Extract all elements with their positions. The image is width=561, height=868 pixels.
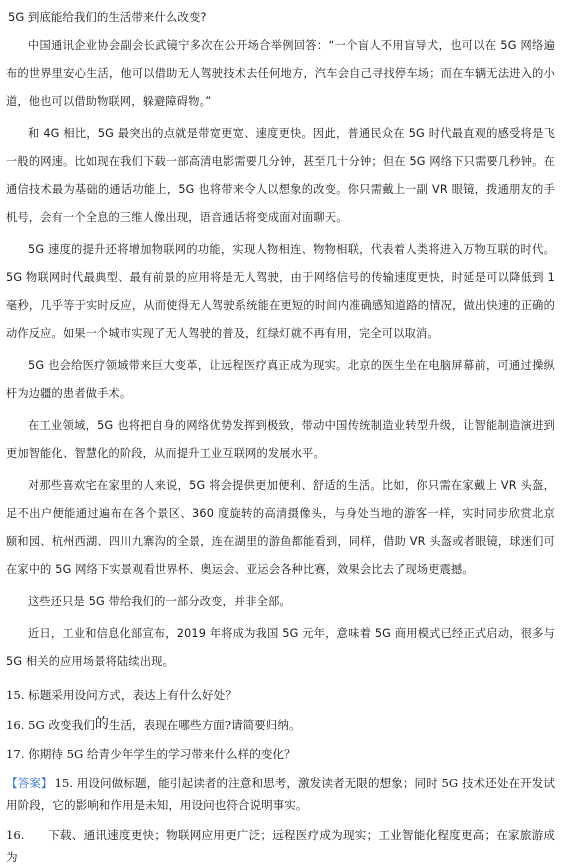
question-17: 17. 你期待 5G 给青少年学生的学习带来什么样的变化？ xyxy=(6,747,296,761)
article-paragraph-4: 5G 也会给医疗领域带来巨大变革，让远程医疗真正成为现实。北京的医生坐在电脑屏幕前，可通过操纵杆为边疆的患者做手术。 xyxy=(6,359,555,400)
article-paragraph-2: 和 4G 相比，5G 最突出的点就是带宽更宽、速度更快。因此，普通民众在 5G 时代最直观的感受将是飞一般的网速。比如现在我们下载一部高清电影需要几分钟，甚至几十分钟；但在 5G 网络下只需要几秒钟。在通信技术最为基础的通话功能上，5G 也将带来令人以想象的改变。你只需戴上一副 VR 眼镜，拨通朋友的手机号，会有一个全息的三维人像出现，语音通话将变成面对面聊天。 xyxy=(6,127,555,224)
article-paragraph-8: 近日，工业和信息化部宣布，2019 年将成为我国 5G 元年，意味着 5G 商用模式已经正式启动，很多与 5G 相关的应用场景将陆续出现。 xyxy=(6,627,555,668)
answer-16: 16. 下载、通讯速度更快；物联网应用更广泛；远程医疗成为现实；工业智能化程度更高；在家旅游成为 xyxy=(6,828,555,864)
article-paragraph-5: 在工业领域，5G 也将把自身的网络优势发挥到极致，带动中国传统制造业转型升级，让智能制造演进到更加智能化、智慧化的阶段，从而提升工业互联网的发展水平。 xyxy=(6,419,555,460)
question-15: 15. 标题采用设问方式，表达上有什么好处？ xyxy=(6,688,237,702)
question-16-part-1: 16. 5G 改变我们 xyxy=(6,718,95,732)
answer-15-text: 15. 用设问做标题，能引起读者的注意和思考，激发读者无限的想象；同时 5G 技术还处在开发试用阶段，它的影响和作用是未知，用设问也符合说明事实。 xyxy=(6,776,555,812)
article-paragraph-7: 这些还只是 5G 带给我们的一部分改变，并非全部。 xyxy=(28,595,291,608)
question-16 xyxy=(6,714,555,735)
article-title: 5G 到底能给我们的生活带来什么改变? xyxy=(8,10,207,24)
article-paragraph-3: 5G 速度的提升还将增加物联网的功能，实现人物相连、物物相联，代表着人类将进入万物互联的时代。5G 物联网时代最典型、最有前景的应用将是无人驾驶，由于网络信号的传输速度更快，时延是可以降低到 1 毫秒，几乎等于实时反应，从而使得无人驾驶系统能在更短的时间内准确感知道路的情况，做出快速的正确的动作反应。如果一个城市实现了无人驾驶的普及，红绿灯就不再有用，完全可以取消。 xyxy=(6,243,555,340)
answer-tag: 【答案】 xyxy=(6,776,53,790)
question-16-part-2: 的 xyxy=(94,716,109,732)
article-paragraph-6: 对那些喜欢宅在家里的人来说，5G 将会提供更加便利、舒适的生活。比如，你只需在家戴上 VR 头盔，足不出户便能通过遍布在各个景区、360 度旋转的高清摄像头，与身处当地的游客一样，实时同步欣赏北京颐和园、杭州西湖、四川九寨沟的全景，连在湖里的游鱼都能看到，同样，借助 VR 头盔或者眼镜，球迷们可在家中的 5G 网络下实景观看世界杯、奥运会、亚运会各种比赛，效果会比去了现场更震撼。 xyxy=(6,479,555,576)
question-16-part-3: 生活，表现在哪些方面?请简要归纳。 xyxy=(108,718,301,732)
article-paragraph-1: 中国通讯企业协会副会长武镜宁多次在公开场合举例回答：“一个盲人不用盲导犬，也可以在 5G 网络遍布的世界里安心生活，他可以借助无人驾驶技术去任何地方，汽车会自己寻找停车场；而在车辆无法进入的小道，他也可以借助物联网，躲避障碍物。” xyxy=(6,39,555,108)
answer-15 xyxy=(6,772,555,816)
